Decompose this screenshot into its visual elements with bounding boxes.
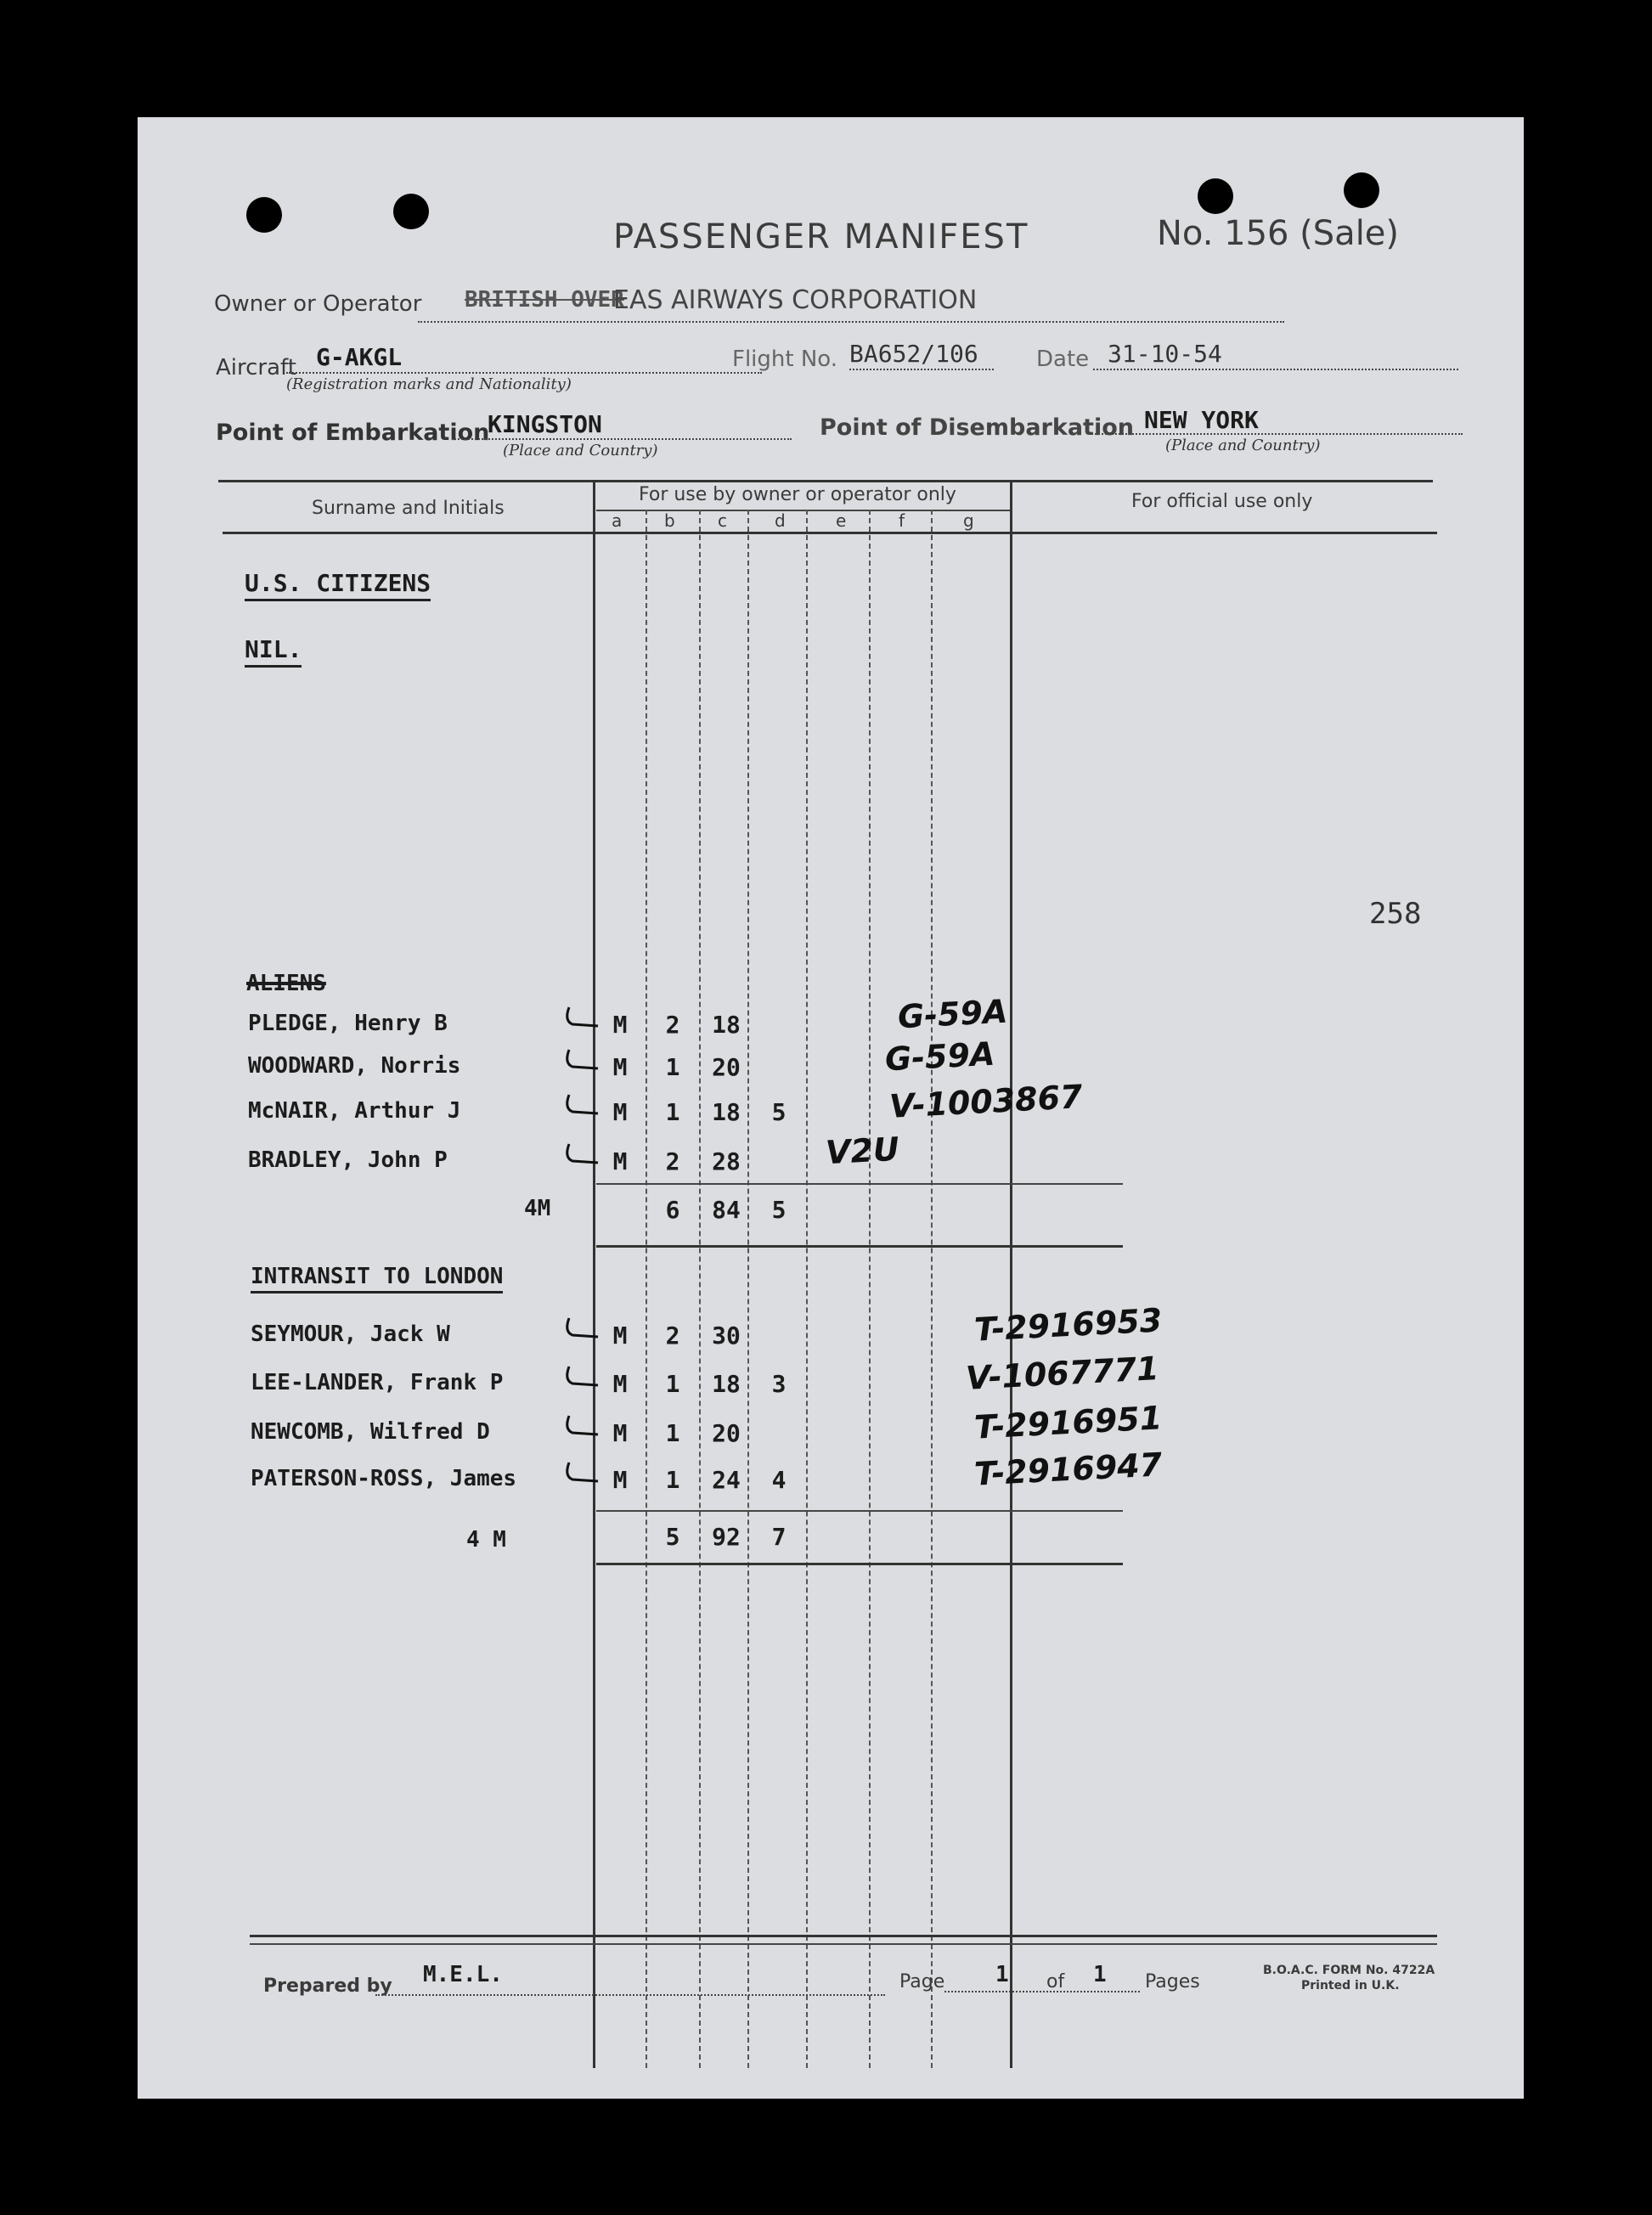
cell-c: 18 — [712, 1011, 741, 1039]
handwritten-note: V2U — [824, 1130, 900, 1172]
manifest-number: No. 156 (Sale) — [1157, 214, 1400, 253]
passenger-name: LEE-LANDER, Frank P — [251, 1370, 504, 1395]
cell-d: 4 — [771, 1466, 787, 1494]
sub-col-c: c — [718, 510, 727, 531]
cell-d: 5 — [771, 1098, 787, 1126]
cell-a: M — [612, 1370, 628, 1398]
passenger-name: PLEDGE, Henry B — [248, 1011, 448, 1036]
aircraft-label: Aircraft — [216, 355, 296, 380]
disembarkation-label: Point of Disembarkation — [820, 414, 1134, 441]
cell-a: M — [612, 1053, 628, 1081]
flight-value: BA652/106 — [849, 340, 978, 368]
disembarkation-note: (Place and Country) — [1165, 437, 1321, 454]
handwritten-note: V-1067771 — [965, 1350, 1160, 1397]
date-label: Date — [1036, 347, 1090, 372]
check-mark-icon — [562, 1137, 605, 1171]
cell-b: 2 — [665, 1147, 680, 1175]
page-title: PASSENGER MANIFEST — [613, 217, 1029, 256]
check-mark-icon — [562, 1043, 605, 1077]
of-label: of — [1046, 1971, 1065, 1992]
cell-c: 20 — [712, 1053, 741, 1081]
cell-b: 2 — [665, 1322, 680, 1350]
col-header-owner: For use by owner or operator only — [639, 484, 956, 505]
embarkation-label: Point of Embarkation — [216, 420, 490, 446]
cell-c: 18 — [712, 1098, 741, 1126]
pages-label: Pages — [1145, 1971, 1200, 1992]
check-mark-icon — [562, 1088, 605, 1122]
handwritten-note: G-59A — [883, 1034, 996, 1079]
handwritten-note: T-2916951 — [973, 1399, 1164, 1446]
check-mark-icon — [562, 1456, 605, 1490]
section-intransit: INTRANSIT TO LONDON — [251, 1264, 503, 1293]
group1-total-b: 6 — [665, 1196, 680, 1224]
handwritten-note: G-59A — [896, 992, 1009, 1036]
aircraft-value: G-AKGL — [316, 343, 403, 371]
cell-b: 1 — [665, 1098, 680, 1126]
page-label: Page — [899, 1971, 945, 1992]
punch-hole — [393, 194, 429, 229]
cell-c: 24 — [712, 1466, 741, 1494]
aircraft-note: (Registration marks and Nationality) — [286, 375, 572, 393]
group1-total-d: 5 — [771, 1196, 787, 1224]
punch-hole — [246, 197, 282, 233]
of-value: 1 — [1093, 1962, 1107, 1987]
punch-hole — [1198, 178, 1233, 214]
cell-a: M — [612, 1466, 628, 1494]
handwritten-note: T-2916953 — [973, 1301, 1164, 1349]
group2-total-label: 4 M — [466, 1527, 506, 1553]
group2-total-c: 92 — [712, 1523, 741, 1551]
cell-b: 1 — [665, 1053, 680, 1081]
cell-d: 3 — [771, 1370, 787, 1398]
punch-hole — [1344, 172, 1379, 208]
page-stamp-number: 258 — [1369, 897, 1422, 931]
section-us-citizens: U.S. CITIZENS — [245, 569, 431, 601]
disembarkation-value: NEW YORK — [1144, 406, 1259, 434]
cell-c: 20 — [712, 1419, 741, 1447]
owner-label: Owner or Operator — [214, 291, 422, 317]
group2-total-d: 7 — [771, 1523, 787, 1551]
manifest-sheet — [138, 117, 1524, 2099]
section-aliens-struck: ALIENS — [246, 971, 326, 996]
sub-col-e: e — [836, 510, 847, 531]
sub-col-g: g — [963, 510, 974, 531]
sub-col-a: a — [612, 510, 623, 531]
cell-b: 1 — [665, 1466, 680, 1494]
passenger-name: McNAIR, Arthur J — [248, 1098, 461, 1124]
page-value: 1 — [995, 1962, 1009, 1987]
cell-c: 18 — [712, 1370, 741, 1398]
passenger-name: SEYMOUR, Jack W — [251, 1322, 450, 1347]
cell-b: 2 — [665, 1011, 680, 1039]
embarkation-value: KINGSTON — [488, 410, 602, 438]
handwritten-note: T-2916947 — [973, 1446, 1164, 1493]
check-mark-icon — [562, 1000, 605, 1034]
group1-total-c: 84 — [712, 1196, 741, 1224]
sub-col-d: d — [775, 510, 786, 531]
prepared-by-label: Prepared by — [263, 1975, 392, 1997]
handwritten-note: V-1003867 — [888, 1078, 1084, 1125]
form-number: B.O.A.C. FORM No. 4722A — [1263, 1964, 1435, 1977]
printed-in: Printed in U.K. — [1301, 1979, 1400, 1992]
cell-b: 1 — [665, 1419, 680, 1447]
embarkation-note: (Place and Country) — [503, 442, 658, 459]
group1-total-label: 4M — [524, 1196, 551, 1221]
group2-total-b: 5 — [665, 1523, 680, 1551]
cell-a: M — [612, 1322, 628, 1350]
section-us-nil: NIL. — [245, 635, 302, 668]
prepared-by-value: M.E.L. — [423, 1962, 503, 1987]
owner-struck-text: BRITISH OVER — [465, 287, 624, 313]
check-mark-icon — [562, 1409, 605, 1443]
cell-b: 1 — [665, 1370, 680, 1398]
cell-a: M — [612, 1419, 628, 1447]
check-mark-icon — [562, 1360, 605, 1394]
flight-label: Flight No. — [732, 347, 838, 372]
cell-c: 30 — [712, 1322, 741, 1350]
passenger-name: WOODWARD, Norris — [248, 1053, 461, 1079]
cell-c: 28 — [712, 1147, 741, 1175]
date-value: 31-10-54 — [1108, 340, 1222, 368]
col-header-name: Surname and Initials — [312, 498, 505, 519]
check-mark-icon — [562, 1311, 605, 1345]
col-header-official: For official use only — [1131, 491, 1313, 512]
passenger-name: NEWCOMB, Wilfred D — [251, 1419, 490, 1445]
cell-a: M — [612, 1011, 628, 1039]
owner-value: EAS AIRWAYS CORPORATION — [613, 285, 978, 315]
passenger-name: BRADLEY, John P — [248, 1147, 448, 1173]
cell-a: M — [612, 1147, 628, 1175]
sub-col-f: f — [899, 510, 905, 531]
sub-col-b: b — [664, 510, 675, 531]
passenger-name: PATERSON-ROSS, James — [251, 1466, 517, 1491]
cell-a: M — [612, 1098, 628, 1126]
